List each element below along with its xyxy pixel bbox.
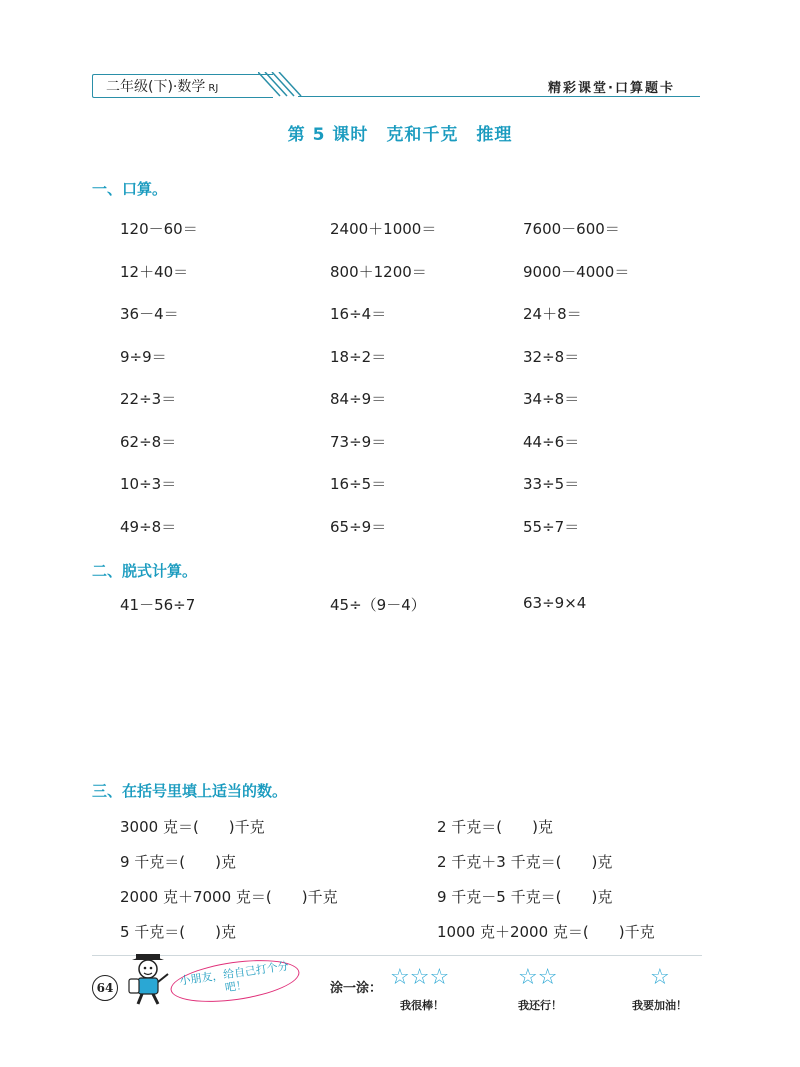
- mental-math-item: 33÷5＝: [523, 475, 580, 493]
- header-rule: [298, 96, 700, 97]
- mental-math-item: 800＋1200＝: [330, 263, 427, 281]
- mental-math-item: 65÷9＝: [330, 518, 387, 536]
- header-stripes-icon: [258, 72, 302, 98]
- section3-title: 三、在括号里填上适当的数。: [92, 782, 288, 800]
- mental-math-item: 62÷8＝: [120, 433, 177, 451]
- mental-math-item: 10÷3＝: [120, 475, 177, 493]
- mental-math-item: 9000－4000＝: [523, 263, 630, 281]
- rating-label: 涂一涂：: [330, 981, 383, 996]
- mental-math-item: 2400＋1000＝: [330, 220, 437, 238]
- rating-stars-1[interactable]: [650, 967, 670, 989]
- mental-math-item: 84÷9＝: [330, 390, 387, 408]
- mental-math-item: 49÷8＝: [120, 518, 177, 536]
- student-mascot-icon: [120, 952, 176, 1006]
- rating-text-try: 我要加油！: [632, 999, 687, 1012]
- star-icon[interactable]: ☆: [650, 965, 670, 990]
- mental-math-item: 32÷8＝: [523, 348, 580, 366]
- step-calc-item: 63÷9×4: [523, 594, 587, 612]
- page-number: 64: [92, 975, 118, 1001]
- fill-blank-item: 3000 克＝( )千克: [120, 818, 265, 836]
- fill-blank-item: 2 千克＋3 千克＝( )克: [437, 853, 613, 871]
- fill-blank-item: 2 千克＝( )克: [437, 818, 554, 836]
- lesson-title: 第 5 课时 克和千克 推理: [287, 125, 513, 145]
- star-icon[interactable]: ☆: [390, 965, 410, 990]
- mental-math-item: 44÷6＝: [523, 433, 580, 451]
- fill-blank-item: 5 千克＝( )克: [120, 923, 237, 941]
- speech-bubble-text: 小朋友，给自己打个分吧！: [178, 959, 290, 995]
- rating-text-ok: 我还行！: [518, 999, 562, 1012]
- star-icon[interactable]: ☆: [518, 965, 538, 990]
- mental-math-item: 120－60＝: [120, 220, 198, 238]
- step-calc-item: 45÷（9－4）: [330, 596, 426, 614]
- mental-math-item: 16÷5＝: [330, 475, 387, 493]
- mental-math-item: 9÷9＝: [120, 348, 167, 366]
- mental-math-item: 73÷9＝: [330, 433, 387, 451]
- star-icon[interactable]: ☆: [409, 965, 430, 990]
- rating-stars-3[interactable]: [390, 967, 449, 989]
- mental-math-item: 12＋40＝: [120, 263, 189, 281]
- mental-math-item: 18÷2＝: [330, 348, 387, 366]
- mental-math-item: 7600－600＝: [523, 220, 620, 238]
- fill-blank-item: 9 千克＝( )克: [120, 853, 237, 871]
- footer-rule: [92, 955, 702, 956]
- fill-blank-item: 1000 克＋2000 克＝( )千克: [437, 923, 655, 941]
- star-icon[interactable]: ☆: [429, 965, 450, 990]
- mental-math-item: 34÷8＝: [523, 390, 580, 408]
- star-icon[interactable]: ☆: [537, 965, 558, 990]
- rating-stars-2[interactable]: [518, 967, 557, 989]
- series-title: 精彩课堂·口算题卡: [548, 81, 675, 96]
- grade-label: 二年级(下)·数学: [106, 79, 206, 95]
- mental-math-item: 16÷4＝: [330, 305, 387, 323]
- edition-label: RJ: [208, 83, 219, 94]
- header-grade: [106, 76, 218, 96]
- mental-math-item: 36－4＝: [120, 305, 179, 323]
- section1-title: 一、口算。: [92, 180, 168, 198]
- mental-math-item: 55÷7＝: [523, 518, 580, 536]
- step-calc-item: 41－56÷7: [120, 596, 196, 614]
- rating-text-great: 我很棒！: [400, 999, 444, 1012]
- fill-blank-item: 9 千克－5 千克＝( )克: [437, 888, 613, 906]
- mental-math-item: 24＋8＝: [523, 305, 582, 323]
- section2-title: 二、脱式计算。: [92, 562, 198, 580]
- mental-math-item: 22÷3＝: [120, 390, 177, 408]
- fill-blank-item: 2000 克＋7000 克＝( )千克: [120, 888, 338, 906]
